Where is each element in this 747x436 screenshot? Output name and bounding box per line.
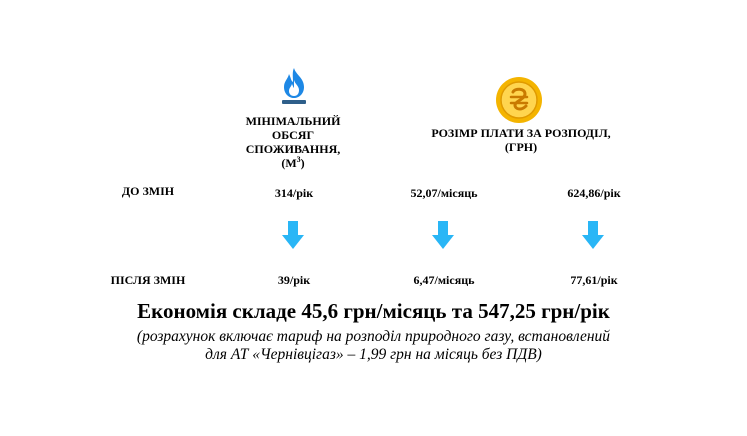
row-label-before: ДО ЗМІН (121, 184, 175, 198)
header-payment (408, 126, 634, 154)
header-consumption-line1: МІНІМАЛЬНИЙ (245, 114, 341, 128)
header-payment-line1: РОЗІМР ПЛАТИ ЗА РОЗПОДІЛ, (431, 126, 611, 140)
arrow-down-icon (432, 221, 454, 249)
hryvnia-coin-icon (495, 76, 543, 124)
after-monthly: 6,47/місяць (413, 273, 475, 287)
savings-headline: Економія складе 45,6 грн/місяць та 547,25 грн/рік (137, 299, 610, 323)
header-consumption-line2: ОБСЯГ (271, 128, 315, 142)
arrow-down-icon (282, 221, 304, 249)
row-label-after: ПІСЛЯ ЗМІН (110, 273, 186, 287)
after-yearly: 77,61/рік (570, 273, 618, 287)
header-consumption-line3: СПОЖИВАННЯ, (245, 142, 341, 156)
header-consumption-unit (228, 156, 358, 170)
unit-suffix: ) (300, 156, 305, 170)
after-consumption: 39/рік (277, 273, 311, 287)
header-consumption (228, 114, 358, 170)
arrow-down-icon (582, 221, 604, 249)
header-payment-line2: (ГРН) (504, 140, 538, 154)
before-monthly: 52,07/місяць (410, 186, 478, 200)
before-consumption: 314/рік (274, 186, 314, 200)
unit-prefix: (М (281, 156, 297, 170)
unit-sup: 3 (296, 155, 301, 164)
savings-note-line2: для АТ «Чернівцігаз» – 1,99 грн на місяць без ПДВ) (205, 346, 542, 363)
before-yearly: 624,86/рік (567, 186, 621, 200)
gas-flame-icon (276, 66, 312, 106)
savings-note-line1: (розрахунок включає тариф на розподіл природного газу, встановлений (136, 328, 611, 345)
